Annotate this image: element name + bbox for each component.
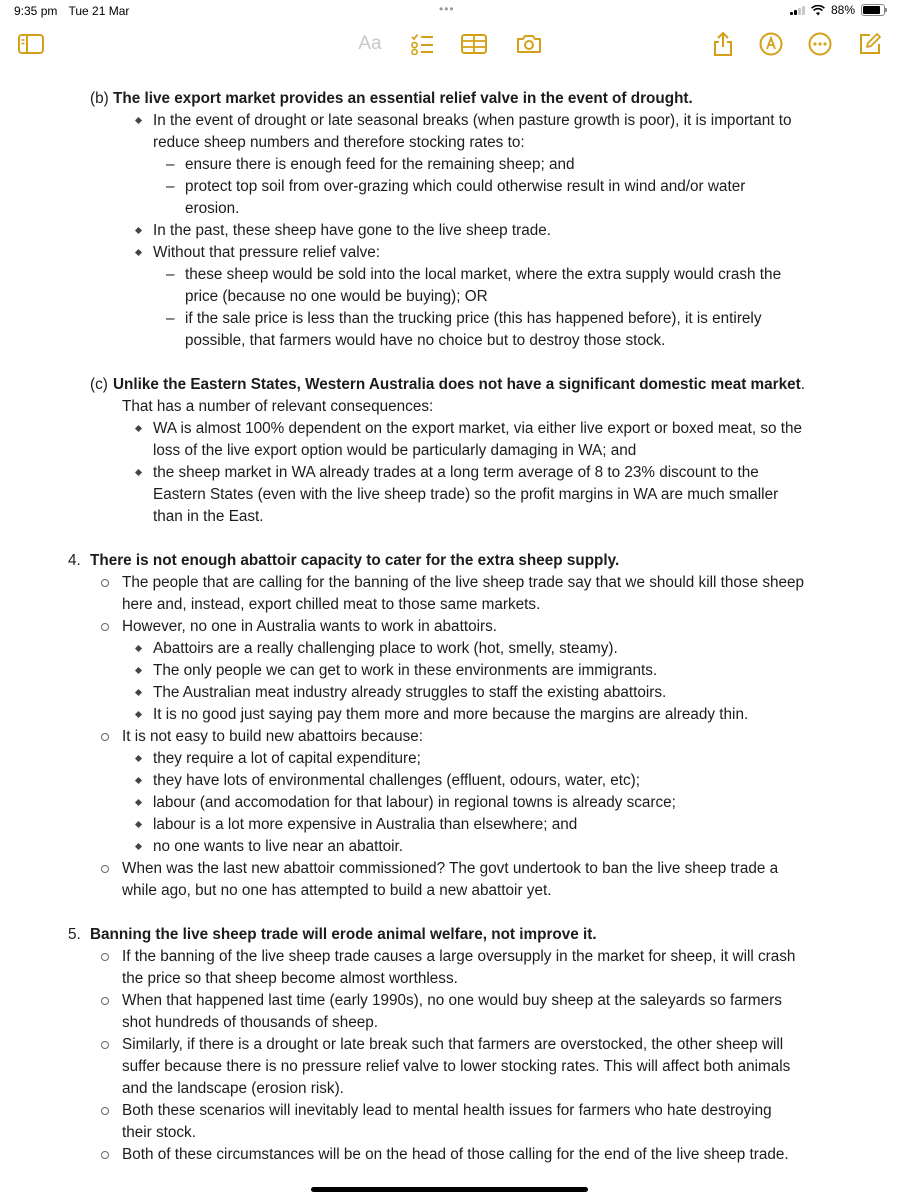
line-text: Abattoirs are a really challenging place to work (hot, smelly, steamy).	[153, 640, 618, 657]
note-line	[0, 198, 899, 220]
dash-bullet-icon: –	[166, 178, 175, 195]
note-line	[0, 440, 899, 462]
share-icon[interactable]	[708, 30, 738, 58]
blank-line	[0, 902, 899, 924]
note-line	[0, 594, 899, 616]
line-text: their stock.	[122, 1124, 196, 1141]
diamond-bullet-icon	[135, 425, 142, 432]
diamond-bullet-icon	[135, 799, 142, 806]
aa-format-icon[interactable]: Aa	[358, 33, 382, 54]
bold-heading: The live export market provides an essential relief valve in the event of drought.	[113, 90, 693, 107]
diamond-bullet-icon	[135, 469, 142, 476]
diamond-bullet-icon	[135, 821, 142, 828]
list-number: (c)	[90, 376, 108, 393]
note-line	[0, 968, 899, 990]
diamond-bullet-icon	[135, 249, 142, 256]
diamond-bullet-icon	[135, 777, 142, 784]
note-line	[0, 770, 899, 792]
line-text: they require a lot of capital expenditure;	[153, 750, 421, 767]
note-line	[0, 1012, 899, 1034]
line-text: the sheep market in WA already trades at a long term average of 8 to 23% discount to the	[153, 464, 759, 481]
more-icon[interactable]	[805, 30, 835, 58]
diamond-bullet-icon	[135, 667, 142, 674]
note-line	[0, 220, 899, 242]
line-text: The Australian meat industry already struggles to staff the existing abattoirs.	[153, 684, 667, 701]
bold-heading: Unlike the Eastern States, Western Australia does not have a significant domestic meat market	[113, 376, 801, 393]
note-line	[0, 462, 899, 484]
circle-bullet-icon	[101, 1041, 109, 1049]
note-line	[0, 836, 899, 858]
notes-toolbar	[0, 22, 899, 68]
line-text: In the past, these sheep have gone to the live sheep trade.	[153, 222, 552, 239]
line-text: Eastern States (even with the live sheep trade) so the profit margins in WA are much smaller	[153, 486, 779, 503]
dash-bullet-icon: –	[166, 310, 175, 327]
line-text: Without that pressure relief valve:	[153, 244, 381, 261]
note-line	[0, 374, 899, 396]
circle-bullet-icon	[101, 1107, 109, 1115]
heading-text	[90, 924, 597, 946]
line-text: Both these scenarios will inevitably lead to mental health issues for farmers who hate destroying	[122, 1102, 772, 1119]
note-line	[0, 1144, 899, 1166]
line-text: reduce sheep numbers and therefore stocking rates to:	[153, 134, 525, 151]
status-bar	[0, 0, 899, 22]
note-line	[0, 1034, 899, 1056]
line-text: while ago, but no one has attempted to build a new abattoir yet.	[122, 882, 552, 899]
circle-bullet-icon	[101, 865, 109, 873]
line-text: price (because no one would be buying); OR	[185, 288, 488, 305]
line-text: here and, instead, export chilled meat to those same markets.	[122, 596, 541, 613]
line-text: Similarly, if there is a drought or late break such that farmers are overstocked, the other sheep will	[122, 1036, 784, 1053]
note-line	[0, 154, 899, 176]
circle-bullet-icon	[101, 623, 109, 631]
line-text: possible, that farmers would have no choice but to destroy those stock.	[185, 332, 666, 349]
list-number: (b)	[90, 90, 109, 107]
line-text: labour is a lot more expensive in Australia than elsewhere; and	[153, 816, 578, 833]
heading-text	[113, 374, 805, 396]
note-line	[0, 748, 899, 770]
note-line	[0, 814, 899, 836]
note-line	[0, 330, 899, 352]
line-text: loss of the live export option would be particularly damaging in WA; and	[153, 442, 637, 459]
line-text: than in the East.	[153, 508, 264, 525]
bold-heading: There is not enough abattoir capacity to cater for the extra sheep supply.	[90, 552, 620, 569]
note-line	[0, 484, 899, 506]
diamond-bullet-icon	[135, 227, 142, 234]
line-text: the price so that sheep become almost worthless.	[122, 970, 458, 987]
note-line	[0, 396, 899, 418]
note-line	[0, 858, 899, 880]
line-text: If the banning of the live sheep trade causes a large oversupply in the market for sheep, it will crash	[122, 948, 796, 965]
note-line	[0, 242, 899, 264]
blank-line	[0, 352, 899, 374]
line-text: no one wants to live near an abattoir.	[153, 838, 404, 855]
heading-text	[90, 550, 619, 572]
diamond-bullet-icon	[135, 645, 142, 652]
note-line	[0, 308, 899, 330]
line-text: However, no one in Australia wants to work in abattoirs.	[122, 618, 497, 635]
line-text: The only people we can get to work in these environments are immigrants.	[153, 662, 658, 679]
list-number: 5.	[68, 926, 81, 943]
note-line	[0, 132, 899, 154]
line-text: It is not easy to build new abattoirs because:	[122, 728, 424, 745]
line-text: Both of these circumstances will be on the head of those calling for the end of the live sheep trade.	[122, 1146, 789, 1163]
battery-icon	[861, 4, 885, 16]
list-number: 4.	[68, 552, 81, 569]
note-line	[0, 792, 899, 814]
status-time: 9:35 pm	[14, 4, 58, 18]
note-line	[0, 946, 899, 968]
note-line	[0, 1056, 899, 1078]
diamond-bullet-icon	[135, 689, 142, 696]
line-text: That has a number of relevant consequences:	[122, 398, 434, 415]
status-date: Tue 21 Mar	[68, 4, 130, 18]
note-line	[0, 1078, 899, 1100]
note-line	[0, 704, 899, 726]
circle-bullet-icon	[101, 997, 109, 1005]
checklist-icon[interactable]	[407, 30, 437, 58]
note-line	[0, 1100, 899, 1122]
multitasking-dots-icon[interactable]: •••	[439, 2, 455, 16]
dash-bullet-icon: –	[166, 266, 175, 283]
line-text: suffer because there is no pressure relief valve to lower stocking rates. This will affect both animals	[122, 1058, 791, 1075]
wifi-icon	[811, 5, 825, 16]
diamond-bullet-icon	[135, 117, 142, 124]
battery-percent: 88%	[830, 3, 855, 17]
note-line	[0, 176, 899, 198]
line-text: It is no good just saying pay them more and more because the margins are already thin.	[153, 706, 749, 723]
circle-bullet-icon	[101, 579, 109, 587]
compose-icon[interactable]	[855, 30, 885, 58]
cellular-signal-icon	[790, 5, 805, 15]
line-text: these sheep would be sold into the local market, where the extra supply would crash the	[185, 266, 782, 283]
note-line	[0, 506, 899, 528]
home-indicator[interactable]	[311, 1187, 588, 1192]
note-line	[0, 1122, 899, 1144]
camera-icon[interactable]	[514, 30, 544, 58]
note-line	[0, 286, 899, 308]
note-line	[0, 990, 899, 1012]
blank-line	[0, 528, 899, 550]
note-line	[0, 418, 899, 440]
line-text: In the event of drought or late seasonal breaks (when pasture growth is poor), it is important to	[153, 112, 792, 129]
line-text: shot hundreds of thousands of sheep.	[122, 1014, 378, 1031]
dash-bullet-icon: –	[166, 156, 175, 173]
circle-bullet-icon	[101, 953, 109, 961]
diamond-bullet-icon	[135, 755, 142, 762]
bold-heading: Banning the live sheep trade will erode animal welfare, not improve it.	[90, 926, 597, 943]
line-text: ensure there is enough feed for the remaining sheep; and	[185, 156, 575, 173]
line-text: When that happened last time (early 1990s), no one would buy sheep at the saleyards so farmers	[122, 992, 782, 1009]
note-line	[0, 264, 899, 286]
line-text: if the sale price is less than the trucking price (this has happened before), it is entirely	[185, 310, 762, 327]
note-line	[0, 726, 899, 748]
note-line	[0, 110, 899, 132]
circle-bullet-icon	[101, 1151, 109, 1159]
line-text: WA is almost 100% dependent on the export market, via either live export or boxed meat, so the	[153, 420, 803, 437]
line-text: erosion.	[185, 200, 240, 217]
sidebar-icon[interactable]	[16, 30, 46, 58]
table-icon[interactable]	[459, 30, 489, 58]
line-text: protect top soil from over-grazing which could otherwise result in wind and/or water	[185, 178, 746, 195]
note-body[interactable]	[0, 88, 899, 1166]
note-line	[0, 550, 899, 572]
note-line	[0, 616, 899, 638]
note-line	[0, 880, 899, 902]
markup-pen-icon[interactable]	[756, 30, 786, 58]
heading-text	[113, 88, 693, 110]
line-text: they have lots of environmental challenges (effluent, odours, water, etc);	[153, 772, 640, 789]
note-line	[0, 660, 899, 682]
heading-suffix: .	[800, 376, 805, 393]
line-text: labour (and accomodation for that labour) in regional towns is already scarce;	[153, 794, 676, 811]
note-line	[0, 924, 899, 946]
line-text: The people that are calling for the banning of the live sheep trade say that we should kill those sheep	[122, 574, 805, 591]
note-line	[0, 572, 899, 594]
note-line	[0, 682, 899, 704]
note-line	[0, 88, 899, 110]
diamond-bullet-icon	[135, 843, 142, 850]
diamond-bullet-icon	[135, 711, 142, 718]
note-line	[0, 638, 899, 660]
line-text: When was the last new abattoir commissioned? The govt undertook to ban the live sheep trade a	[122, 860, 779, 877]
line-text: and the landscape (erosion risk).	[122, 1080, 344, 1097]
circle-bullet-icon	[101, 733, 109, 741]
